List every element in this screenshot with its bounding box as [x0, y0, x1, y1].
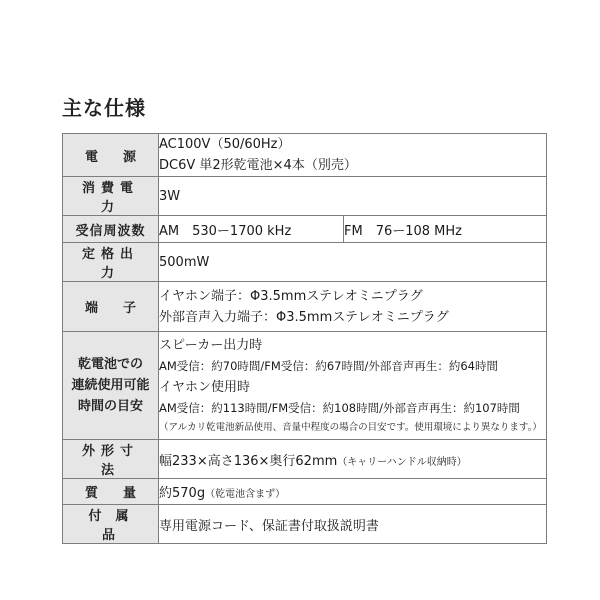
spec-table [62, 133, 547, 544]
value-battery: スピーカー出力時 AM受信：約70時間/FM受信：約67時間/外部音声再生：約64時間 イヤホン使用時 AM受信：約113時間/FM受信：約108時間/外部音声再生：約107時間 （アルカリ乾電池新品使用、音量中程度の場合の目安です。使用環境により異なります。） [159, 332, 547, 440]
value-consumption: 3W [159, 177, 547, 216]
value-frequency-am: AM 530ー1700 kHz [159, 216, 344, 243]
value-power: AC100V（50/60Hz） DC6V 単2形乾電池×4本（別売） [159, 134, 547, 177]
table-row-mass [63, 479, 547, 505]
label-battery: 乾電池での 連続使用可能 時間の目安 [63, 332, 159, 440]
value-accessories: 専用電源コード、保証書付取扱説明書 [159, 505, 547, 544]
table-row-output [63, 243, 547, 282]
value-mass: 約570g（乾電池含まず） [159, 479, 547, 505]
label-consumption: 消費電力 [63, 177, 159, 216]
table-row-power [63, 134, 547, 177]
label-output: 定格出力 [63, 243, 159, 282]
table-row-frequency [63, 216, 547, 243]
label-dimensions: 外形寸法 [63, 440, 159, 479]
label-power: 電 源 [63, 134, 159, 177]
table-row-terminal [63, 282, 547, 332]
table-row-dimensions [63, 440, 547, 479]
label-terminal: 端 子 [63, 282, 159, 332]
label-frequency: 受信周波数 [63, 216, 159, 243]
value-dimensions: 幅233×高さ136×奥行62mm（キャリーハンドル収納時） [159, 440, 547, 479]
table-row-accessories [63, 505, 547, 544]
label-mass: 質 量 [63, 479, 159, 505]
page-title: 主な仕様 [62, 96, 146, 120]
table-row-consumption [63, 177, 547, 216]
table-row-battery [63, 332, 547, 440]
value-terminal: イヤホン端子：Φ3.5mmステレオミニプラグ 外部音声入力端子：Φ3.5mmステレオミニプラグ [159, 282, 547, 332]
label-accessories: 付属品 [63, 505, 159, 544]
value-frequency-fm: FM 76ー108 MHz [344, 216, 547, 243]
value-output: 500mW [159, 243, 547, 282]
